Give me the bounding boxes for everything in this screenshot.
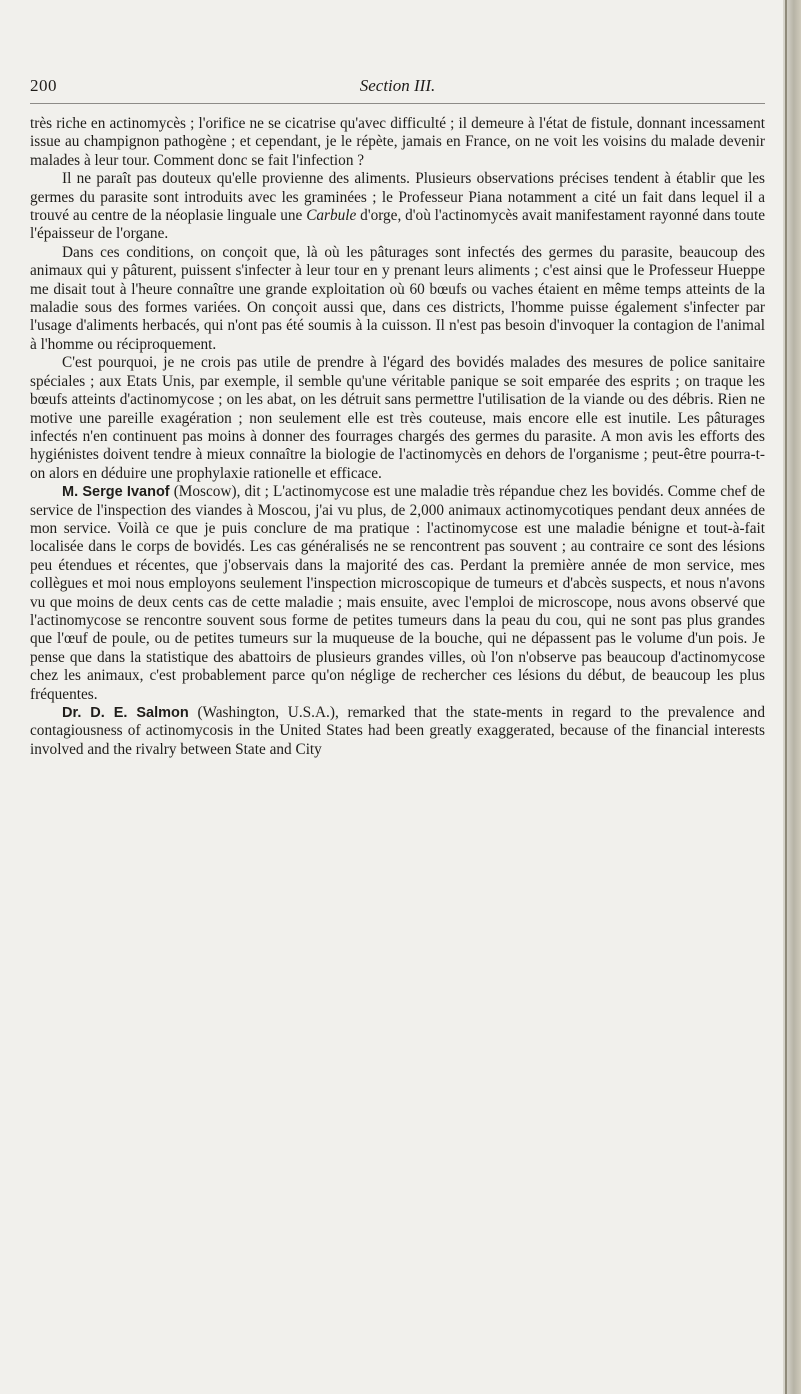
paragraph-ivanof [30, 483, 765, 704]
paragraph-salmon [30, 704, 765, 759]
speaker-surname: Serge Ivanof [82, 484, 170, 501]
paragraph-text: (Washington, U.S.A.), remarked that the state-ments in regard to the prevalence and contagiousness of actinomycosis in the United States had been greatly exaggerated, because of the financial interests involved and the rivalry between State and City [30, 704, 765, 758]
speaker-title: M. [62, 484, 79, 501]
paragraph-continuation: très riche en actinomycès ; l'orifice ne se cicatrise qu'avec difficulté ; il demeure à l'état de fistule, donnant incessament issue au champignon pathogène ; et cependant, je le répète, jamais en France, on ne voit les voisins du malade devenir malades à leur tour. Comment donc se fait l'infection ? [30, 115, 765, 169]
italic-term: Carbule [306, 207, 357, 225]
speaker-title: Dr. [62, 705, 82, 721]
binding-line [785, 0, 787, 1394]
paragraph-text: Il ne paraît pas douteux qu'elle provienne des aliments. Plusieurs observations précises tendent à établir que les germes du parasite sont introduits avec les graminées ; le Professeur Piana notamment a cité un fait dans lequel il a trouvé au centre de la néoplasie linguale une [30, 170, 765, 225]
speaker-surname: D. E. Salmon [90, 705, 189, 721]
page-header [30, 76, 765, 98]
body-text [30, 115, 765, 759]
paragraph-conditions: Dans ces conditions, on conçoit que, là où les pâturages sont infectés des germes du parasite, beaucoup des animaux qui y pâturent, puissent s'infecter à leur tour en y prenant leurs aliments ; c'est ainsi que le Professeur Hueppe me disait tout à l'heure connaître une grande exploitation où 60 bœufs ou vaches étaient en même temps atteints de la maladie sous des formes variées. On conçoit aussi que, dans ces districts, l'homme puisse également s'infecter par l'usage d'aliments herbacés, qui n'ont pas été soumis à la cuisson. Il n'est pas besoin d'invoquer la contagion de l'animal à l'homme ou réciproquement. [30, 243, 765, 353]
page-number: 200 [30, 76, 57, 95]
header-rule [30, 103, 765, 104]
speaker-name [62, 705, 189, 721]
paragraph-text: d'orge, d'où l'actinomycès avait manifestament rayonné dans toute l'épaisseur de l'organe. [30, 207, 765, 243]
paragraph-police-sanitaire: C'est pourquoi, je ne crois pas utile de prendre à l'égard des bovidés malades des mesures de police sanitaire spéciales ; aux Etats Unis, par exemple, il semble qu'une véritable panique se soit emparée des esprits ; on traque les bœufs atteints d'actinomycose ; on les abat, on les détruit sans permettre l'utilisation de la viande ou des débris. Rien ne motive une pareille exagération ; non seulement elle est très couteuse, mais encore elle est inutile. Les pâturages infectés n'en continuent pas moins à donner des fourrages chargés des germes du parasite. A mon avis les efforts des hygiénistes doivent tendre à mieux connaître la biologie de l'actinomycès en dehors de l'organisme ; peut-être pourra-t-on alors en déduire une prophylaxie rationelle et efficace. [30, 354, 765, 482]
speaker-name [62, 484, 170, 500]
running-head: Section III. [359, 76, 436, 95]
paragraph-aliments [30, 170, 765, 244]
paragraph-text: (Moscow), dit ; L'actinomycose est une maladie très répandue chez les bovidés. Comme chef de service de l'inspection des viandes à Moscou, j'ai vu plus, de 2,000 animaux actinomycotiques pendant deux années de mon service. Voilà ce que je puis conclure de ma pratique : l'actinomycose est une maladie bénigne et tout-à-fait localisée dans le corps de bovidés. Les cas généralisés ne se rencontrent pas souvent ; au contraire ce sont des lésions peu étendues et récentes, que j'observais dans la majorité des cas. Perdant la première année de mon service, mes collègues et moi nous employons seulement l'inspection microscopique de tumeurs et d'abcès suspects, et nous n'avons vu que moins de deux cents cas de cette maladie ; mais ensuite, avec l'emploi de microscope, nous avons observé que l'actinomycose se rencontre souvent sous forme de petites tumeurs dans la peau du cou, qui ne sont pas plus grandes que l'œuf de poule, ou de petites tumeurs sur la muqueuse de la bouche, qui ne dépassent pas le volume d'un pois. Je pense que dans la statistique des abattoirs de plusieurs grandes villes, où l'on n'observe pas beaucoup d'actinomycose chez les animaux, c'est probablement parce qu'on néglige de rechercher ces lésions du début, de beaucoup les plus fréquentes. [30, 483, 766, 703]
